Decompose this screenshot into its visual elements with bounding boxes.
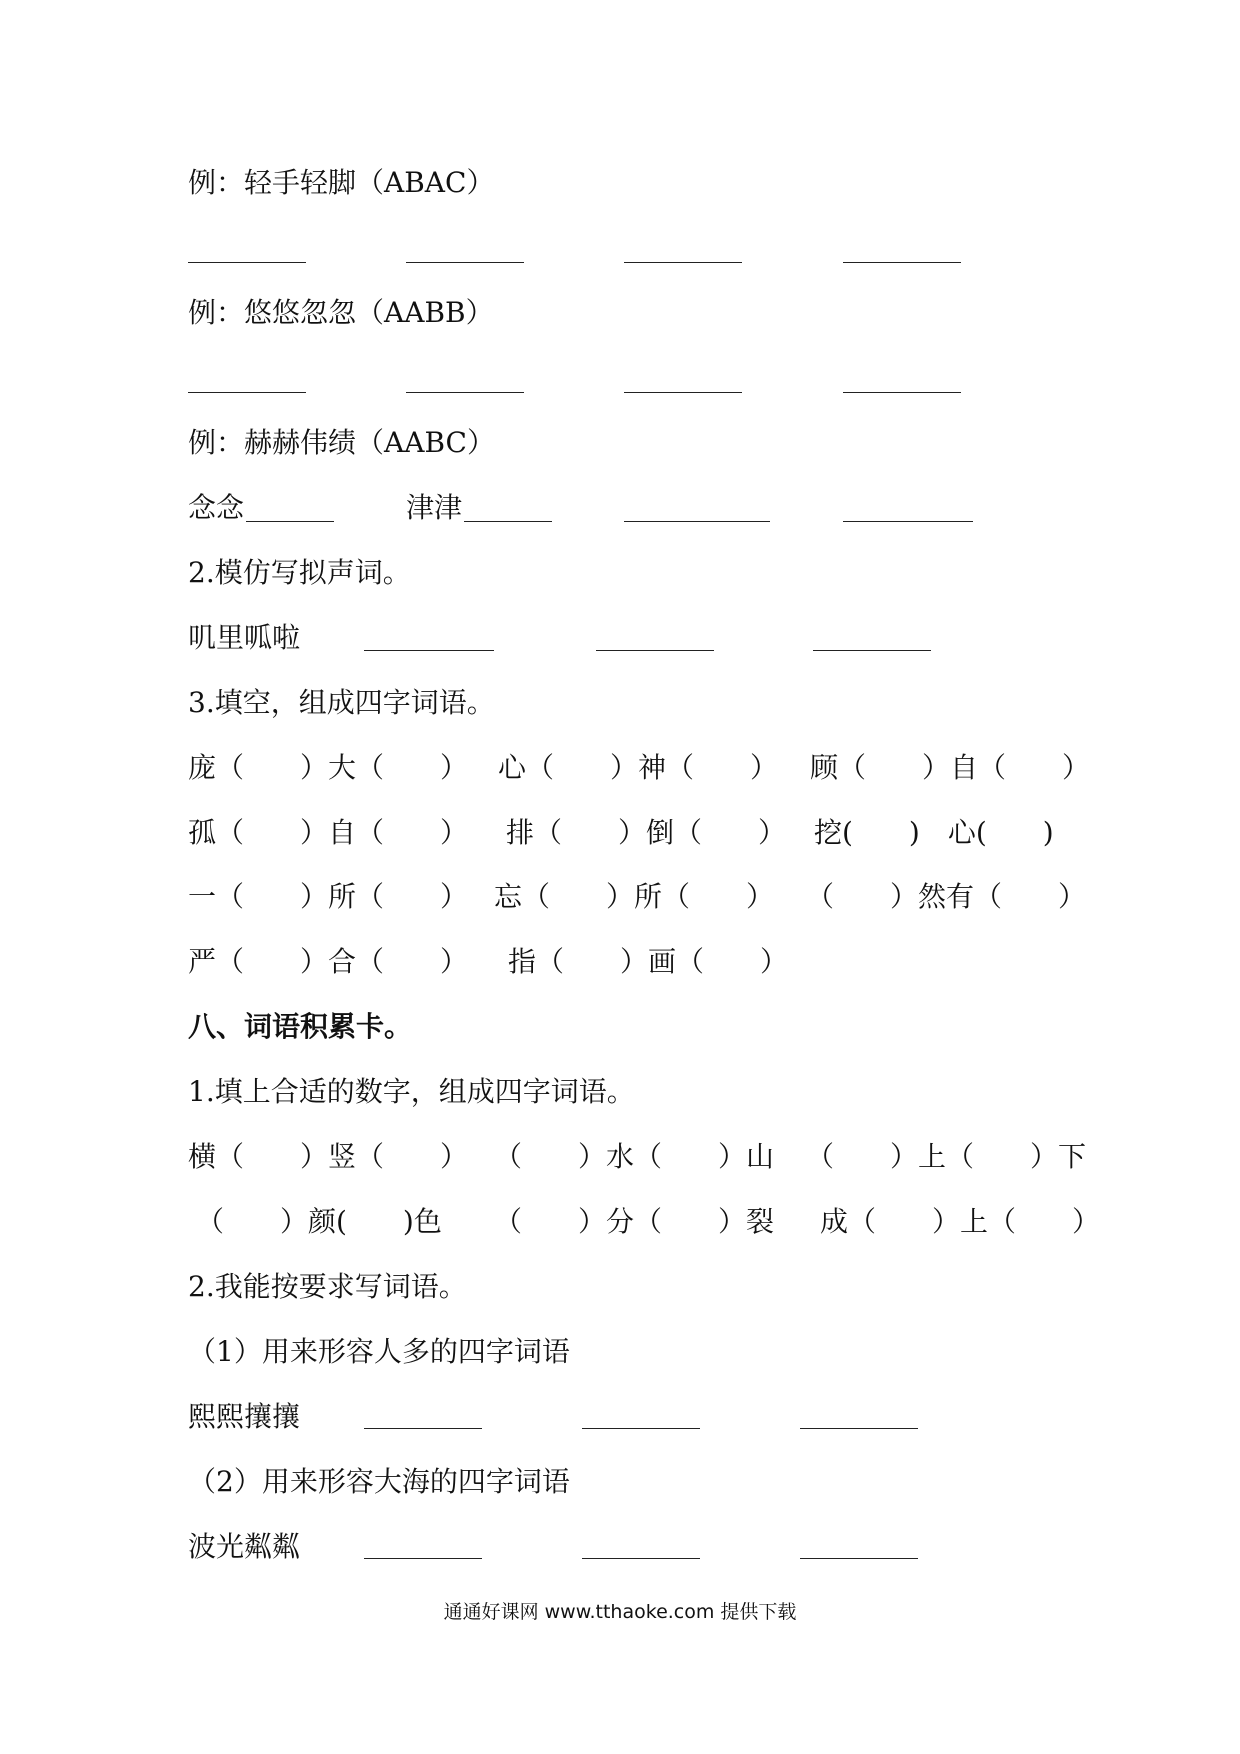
answer-blank[interactable] (464, 521, 552, 522)
answer-blank[interactable] (843, 392, 961, 393)
s8-q2-sub2-example: 波光粼粼 (188, 1530, 301, 1563)
s8-q1-item: （ ）分（ ）裂 (494, 1205, 775, 1238)
q3-item: 忘（ ）所（ ） (494, 880, 775, 913)
q3-item: 排（ ）倒（ ） (506, 816, 787, 849)
s8-q2-sub1: （1）用来形容人多的四字词语 (188, 1335, 570, 1368)
s8-q2-sub2: （2）用来形容大海的四字词语 (188, 1465, 570, 1498)
s8-q1-item: （ ）颜( )色 (196, 1205, 442, 1238)
answer-blank[interactable] (246, 521, 334, 522)
q3-item: 庞（ ）大（ ） (188, 751, 469, 784)
s8-q1-item: 横（ ）竖（ ） (188, 1140, 469, 1173)
s8-q2-sub1-example: 熙熙攘攘 (188, 1400, 301, 1433)
answer-blank[interactable] (800, 1558, 918, 1559)
example-aabc: 例：赫赫伟绩（AABC） (188, 426, 495, 459)
answer-blank[interactable] (364, 1428, 482, 1429)
answer-blank[interactable] (624, 262, 742, 263)
answer-blank[interactable] (582, 1428, 700, 1429)
s8-q2-title: 2.我能按要求写词语。 (188, 1270, 467, 1303)
q3-item: 顾（ ）自（ ） (810, 751, 1091, 784)
q2-title: 2.模仿写拟声词。 (188, 556, 411, 589)
s8-q1-item: （ ）水（ ）山 (494, 1140, 775, 1173)
q3-title: 3.填空，组成四字词语。 (188, 686, 495, 719)
answer-blank[interactable] (843, 262, 961, 263)
prefix-jinjin: 津津 (406, 491, 463, 524)
prefix-niannian: 念念 (188, 491, 245, 524)
q3-item: 心（ ）神（ ） (498, 751, 779, 784)
s8-q1-title: 1.填上合适的数字，组成四字词语。 (188, 1075, 635, 1108)
answer-blank[interactable] (624, 521, 770, 522)
q3-item: 挖( ) 心( ) (814, 816, 1054, 849)
answer-blank[interactable] (364, 1558, 482, 1559)
answer-blank[interactable] (596, 650, 714, 651)
answer-blank[interactable] (188, 262, 306, 263)
answer-blank[interactable] (813, 650, 931, 651)
s8-q1-item: （ ）上（ ）下 (806, 1140, 1087, 1173)
answer-blank[interactable] (364, 650, 494, 651)
q3-item: 一（ ）所（ ） (188, 880, 469, 913)
answer-blank[interactable] (843, 521, 973, 522)
answer-blank[interactable] (188, 392, 306, 393)
answer-blank[interactable] (406, 392, 524, 393)
q3-item: 孤（ ）自（ ） (188, 816, 469, 849)
example-aabb: 例：悠悠忽忽（AABB） (188, 296, 494, 329)
section-heading: 八、词语积累卡。 (188, 1010, 413, 1043)
s8-q1-item: 成（ ）上（ ） (820, 1205, 1101, 1238)
q2-example: 叽里呱啦 (188, 621, 301, 654)
q3-item: 指（ ）画（ ） (508, 945, 789, 978)
example-abac: 例：轻手轻脚（ABAC） (188, 166, 495, 199)
answer-blank[interactable] (800, 1428, 918, 1429)
q3-item: （ ）然有（ ） (806, 880, 1087, 913)
answer-blank[interactable] (406, 262, 524, 263)
footer-credit: 通通好课网 www.tthaoke.com 提供下载 (443, 1601, 797, 1623)
answer-blank[interactable] (582, 1558, 700, 1559)
q3-item: 严（ ）合（ ） (188, 945, 469, 978)
answer-blank[interactable] (624, 392, 742, 393)
